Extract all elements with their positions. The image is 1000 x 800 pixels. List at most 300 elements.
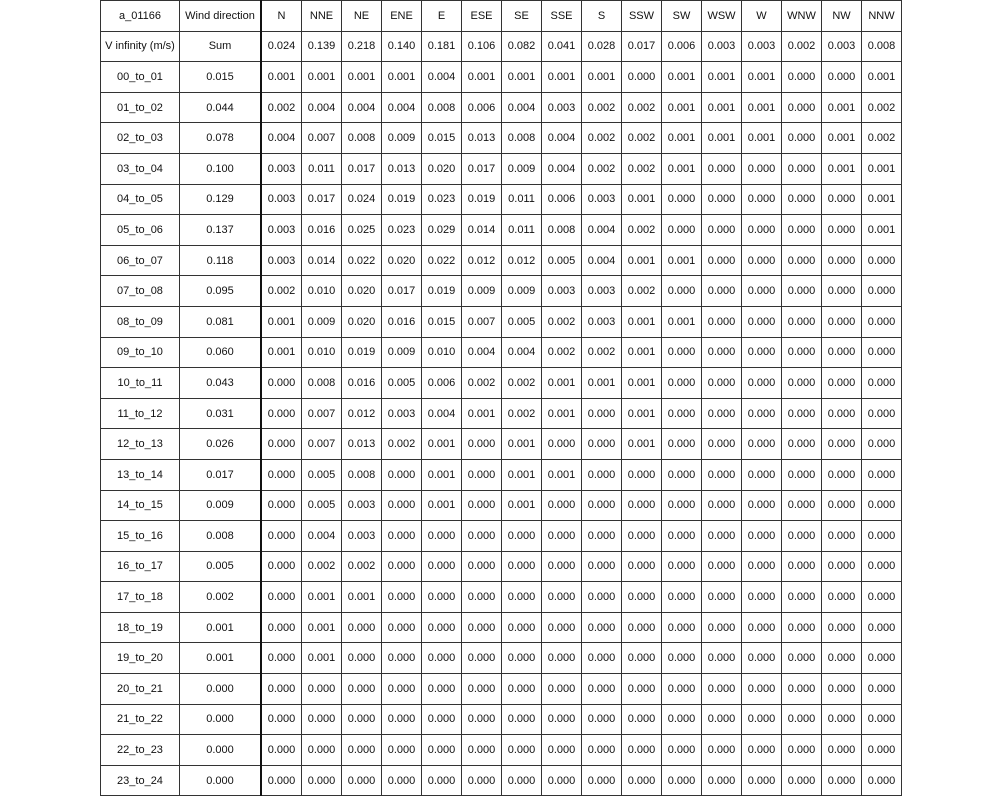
frequency-cell: 0.000 <box>862 674 902 705</box>
frequency-cell: 0.000 <box>582 551 622 582</box>
frequency-cell: 0.004 <box>302 521 342 552</box>
frequency-cell: 0.001 <box>622 245 662 276</box>
frequency-cell: 0.022 <box>342 245 382 276</box>
frequency-cell: 0.000 <box>782 62 822 93</box>
frequency-cell: 0.000 <box>261 521 302 552</box>
frequency-cell: 0.001 <box>702 123 742 154</box>
frequency-cell: 0.000 <box>822 337 862 368</box>
direction-header-e: E <box>422 1 462 32</box>
frequency-cell: 0.000 <box>261 612 302 643</box>
frequency-cell: 0.000 <box>422 674 462 705</box>
frequency-cell: 0.000 <box>702 765 742 796</box>
frequency-cell: 0.000 <box>822 582 862 613</box>
frequency-cell: 0.004 <box>502 337 542 368</box>
row-sum-value: 0.060 <box>180 337 262 368</box>
frequency-cell: 0.000 <box>342 643 382 674</box>
frequency-cell: 0.001 <box>302 582 342 613</box>
row-sum-value: 0.026 <box>180 429 262 460</box>
frequency-cell: 0.000 <box>822 674 862 705</box>
frequency-cell: 0.020 <box>382 245 422 276</box>
frequency-cell: 0.000 <box>742 765 782 796</box>
frequency-cell: 0.002 <box>462 368 502 399</box>
frequency-cell: 0.000 <box>302 735 342 766</box>
frequency-cell: 0.000 <box>782 551 822 582</box>
frequency-cell: 0.001 <box>822 153 862 184</box>
frequency-cell: 0.001 <box>542 459 582 490</box>
frequency-cell: 0.000 <box>502 582 542 613</box>
row-sum-value: 0.017 <box>180 459 262 490</box>
table-row <box>101 521 902 552</box>
frequency-cell: 0.000 <box>702 643 742 674</box>
row-sum-value: 0.000 <box>180 674 262 705</box>
frequency-cell: 0.000 <box>462 429 502 460</box>
frequency-cell: 0.003 <box>342 490 382 521</box>
direction-header-wnw: WNW <box>782 1 822 32</box>
frequency-cell: 0.000 <box>702 459 742 490</box>
frequency-cell: 0.000 <box>782 184 822 215</box>
frequency-cell: 0.000 <box>382 459 422 490</box>
table-row <box>101 123 902 154</box>
frequency-cell: 0.004 <box>302 92 342 123</box>
frequency-cell: 0.000 <box>302 704 342 735</box>
frequency-cell: 0.000 <box>662 582 702 613</box>
row-sum-value: 0.009 <box>180 490 262 521</box>
frequency-cell: 0.000 <box>502 612 542 643</box>
frequency-cell: 0.002 <box>502 368 542 399</box>
frequency-cell: 0.000 <box>662 765 702 796</box>
frequency-cell: 0.024 <box>342 184 382 215</box>
frequency-cell: 0.000 <box>462 643 502 674</box>
frequency-cell: 0.000 <box>822 612 862 643</box>
frequency-cell: 0.000 <box>662 490 702 521</box>
frequency-cell: 0.000 <box>702 521 742 552</box>
frequency-cell: 0.001 <box>822 92 862 123</box>
frequency-cell: 0.006 <box>422 368 462 399</box>
frequency-cell: 0.000 <box>261 643 302 674</box>
table-row <box>101 184 902 215</box>
frequency-cell: 0.000 <box>782 123 822 154</box>
frequency-cell: 0.004 <box>462 337 502 368</box>
sum-row-value: 0.028 <box>582 31 622 62</box>
frequency-cell: 0.001 <box>662 245 702 276</box>
table-row <box>101 612 902 643</box>
frequency-cell: 0.000 <box>662 704 702 735</box>
speed-bin-label: 14_to_15 <box>101 490 180 521</box>
frequency-cell: 0.000 <box>542 582 582 613</box>
frequency-cell: 0.000 <box>261 735 302 766</box>
table-row <box>101 92 902 123</box>
frequency-cell: 0.012 <box>462 245 502 276</box>
frequency-cell: 0.000 <box>742 612 782 643</box>
frequency-cell: 0.000 <box>742 521 782 552</box>
frequency-cell: 0.000 <box>342 704 382 735</box>
direction-header-nw: NW <box>822 1 862 32</box>
frequency-cell: 0.000 <box>582 459 622 490</box>
frequency-cell: 0.000 <box>462 735 502 766</box>
frequency-cell: 0.003 <box>382 398 422 429</box>
frequency-cell: 0.000 <box>261 459 302 490</box>
frequency-cell: 0.009 <box>382 123 422 154</box>
frequency-cell: 0.010 <box>422 337 462 368</box>
frequency-cell: 0.000 <box>502 735 542 766</box>
table-row <box>101 276 902 307</box>
frequency-cell: 0.000 <box>542 521 582 552</box>
frequency-cell: 0.000 <box>782 368 822 399</box>
frequency-cell: 0.020 <box>342 276 382 307</box>
frequency-cell: 0.000 <box>261 765 302 796</box>
frequency-cell: 0.006 <box>542 184 582 215</box>
row-sum-value: 0.137 <box>180 215 262 246</box>
frequency-cell: 0.013 <box>382 153 422 184</box>
frequency-cell: 0.000 <box>382 704 422 735</box>
table-row <box>101 306 902 337</box>
speed-bin-label: 08_to_09 <box>101 306 180 337</box>
frequency-cell: 0.000 <box>622 674 662 705</box>
direction-header-nne: NNE <box>302 1 342 32</box>
frequency-cell: 0.001 <box>622 306 662 337</box>
frequency-cell: 0.000 <box>382 765 422 796</box>
sum-row-value: 0.003 <box>742 31 782 62</box>
frequency-cell: 0.000 <box>782 306 822 337</box>
frequency-cell: 0.000 <box>662 429 702 460</box>
frequency-cell: 0.005 <box>302 490 342 521</box>
frequency-cell: 0.011 <box>502 215 542 246</box>
frequency-cell: 0.000 <box>261 551 302 582</box>
frequency-cell: 0.000 <box>261 368 302 399</box>
table-row <box>101 245 902 276</box>
frequency-cell: 0.001 <box>662 123 702 154</box>
frequency-cell: 0.001 <box>302 612 342 643</box>
speed-bin-label: 13_to_14 <box>101 459 180 490</box>
frequency-cell: 0.004 <box>542 153 582 184</box>
frequency-cell: 0.000 <box>622 62 662 93</box>
sum-row-value: 0.082 <box>502 31 542 62</box>
frequency-cell: 0.000 <box>822 521 862 552</box>
frequency-cell: 0.020 <box>422 153 462 184</box>
frequency-cell: 0.001 <box>742 62 782 93</box>
sum-row-value: 0.139 <box>302 31 342 62</box>
sum-row-value: 0.006 <box>662 31 702 62</box>
frequency-cell: 0.000 <box>542 490 582 521</box>
frequency-cell: 0.003 <box>582 276 622 307</box>
direction-header-ssw: SSW <box>622 1 662 32</box>
direction-header-ene: ENE <box>382 1 422 32</box>
frequency-cell: 0.000 <box>422 521 462 552</box>
frequency-cell: 0.017 <box>382 276 422 307</box>
frequency-cell: 0.000 <box>502 551 542 582</box>
frequency-cell: 0.001 <box>422 429 462 460</box>
frequency-cell: 0.000 <box>822 62 862 93</box>
frequency-cell: 0.000 <box>862 551 902 582</box>
frequency-cell: 0.003 <box>342 521 382 552</box>
sum-row-value: 0.106 <box>462 31 502 62</box>
frequency-cell: 0.008 <box>542 215 582 246</box>
frequency-cell: 0.000 <box>702 215 742 246</box>
frequency-cell: 0.000 <box>862 582 902 613</box>
sum-row-value: 0.017 <box>622 31 662 62</box>
frequency-cell: 0.000 <box>822 459 862 490</box>
frequency-cell: 0.000 <box>822 704 862 735</box>
direction-header-sse: SSE <box>542 1 582 32</box>
direction-header-w: W <box>742 1 782 32</box>
frequency-cell: 0.011 <box>302 153 342 184</box>
frequency-cell: 0.000 <box>822 429 862 460</box>
frequency-cell: 0.000 <box>862 429 902 460</box>
table-row <box>101 643 902 674</box>
frequency-cell: 0.001 <box>502 429 542 460</box>
frequency-cell: 0.000 <box>622 582 662 613</box>
table-row <box>101 674 902 705</box>
frequency-cell: 0.008 <box>422 92 462 123</box>
frequency-cell: 0.000 <box>702 429 742 460</box>
frequency-cell: 0.001 <box>822 123 862 154</box>
frequency-cell: 0.000 <box>662 735 702 766</box>
table-body <box>101 1 902 796</box>
frequency-cell: 0.000 <box>702 551 742 582</box>
speed-bin-label: 04_to_05 <box>101 184 180 215</box>
frequency-cell: 0.001 <box>702 92 742 123</box>
speed-bin-label: 21_to_22 <box>101 704 180 735</box>
frequency-cell: 0.025 <box>342 215 382 246</box>
frequency-cell: 0.000 <box>342 735 382 766</box>
frequency-cell: 0.000 <box>742 153 782 184</box>
frequency-cell: 0.000 <box>822 765 862 796</box>
frequency-cell: 0.013 <box>342 429 382 460</box>
frequency-cell: 0.017 <box>302 184 342 215</box>
frequency-cell: 0.009 <box>462 276 502 307</box>
frequency-cell: 0.000 <box>742 398 782 429</box>
frequency-cell: 0.000 <box>782 643 822 674</box>
frequency-cell: 0.000 <box>822 398 862 429</box>
frequency-cell: 0.001 <box>261 62 302 93</box>
sum-row-value: 0.140 <box>382 31 422 62</box>
table-row <box>101 765 902 796</box>
frequency-cell: 0.000 <box>542 612 582 643</box>
frequency-cell: 0.000 <box>742 337 782 368</box>
frequency-cell: 0.000 <box>382 490 422 521</box>
frequency-cell: 0.000 <box>702 582 742 613</box>
frequency-cell: 0.000 <box>782 612 822 643</box>
frequency-cell: 0.010 <box>302 337 342 368</box>
frequency-cell: 0.002 <box>382 429 422 460</box>
frequency-cell: 0.003 <box>582 306 622 337</box>
frequency-cell: 0.000 <box>822 368 862 399</box>
frequency-cell: 0.000 <box>782 674 822 705</box>
frequency-cell: 0.000 <box>662 398 702 429</box>
frequency-cell: 0.000 <box>582 582 622 613</box>
frequency-cell: 0.000 <box>542 765 582 796</box>
frequency-cell: 0.002 <box>622 276 662 307</box>
frequency-cell: 0.000 <box>822 490 862 521</box>
direction-header-nnw: NNW <box>862 1 902 32</box>
row-sum-value: 0.129 <box>180 184 262 215</box>
frequency-cell: 0.001 <box>702 62 742 93</box>
table-row <box>101 582 902 613</box>
frequency-cell: 0.000 <box>462 551 502 582</box>
frequency-cell: 0.000 <box>742 735 782 766</box>
frequency-cell: 0.000 <box>662 337 702 368</box>
row-sum-value: 0.044 <box>180 92 262 123</box>
frequency-cell: 0.000 <box>502 521 542 552</box>
sum-row-label: V infinity (m/s) <box>101 31 180 62</box>
frequency-cell: 0.000 <box>822 245 862 276</box>
frequency-cell: 0.000 <box>462 582 502 613</box>
frequency-cell: 0.019 <box>342 337 382 368</box>
frequency-cell: 0.000 <box>702 153 742 184</box>
frequency-cell: 0.002 <box>502 398 542 429</box>
frequency-cell: 0.023 <box>422 184 462 215</box>
speed-bin-label: 18_to_19 <box>101 612 180 643</box>
frequency-cell: 0.000 <box>662 276 702 307</box>
speed-bin-label: 20_to_21 <box>101 674 180 705</box>
frequency-cell: 0.000 <box>862 306 902 337</box>
frequency-cell: 0.000 <box>862 612 902 643</box>
frequency-cell: 0.000 <box>422 551 462 582</box>
frequency-cell: 0.009 <box>502 276 542 307</box>
frequency-cell: 0.000 <box>662 551 702 582</box>
frequency-cell: 0.000 <box>662 215 702 246</box>
frequency-cell: 0.000 <box>702 490 742 521</box>
frequency-cell: 0.001 <box>342 62 382 93</box>
frequency-cell: 0.015 <box>422 123 462 154</box>
frequency-cell: 0.000 <box>542 704 582 735</box>
frequency-cell: 0.000 <box>662 521 702 552</box>
frequency-cell: 0.000 <box>342 674 382 705</box>
frequency-cell: 0.002 <box>582 337 622 368</box>
frequency-cell: 0.000 <box>742 215 782 246</box>
frequency-cell: 0.002 <box>622 92 662 123</box>
frequency-cell: 0.007 <box>302 398 342 429</box>
frequency-cell: 0.009 <box>382 337 422 368</box>
frequency-cell: 0.000 <box>502 704 542 735</box>
table-row <box>101 429 902 460</box>
row-sum-value: 0.078 <box>180 123 262 154</box>
speed-bin-label: 02_to_03 <box>101 123 180 154</box>
frequency-cell: 0.000 <box>542 551 582 582</box>
frequency-cell: 0.019 <box>382 184 422 215</box>
frequency-cell: 0.001 <box>462 62 502 93</box>
frequency-cell: 0.012 <box>342 398 382 429</box>
frequency-cell: 0.000 <box>742 276 782 307</box>
frequency-cell: 0.001 <box>502 62 542 93</box>
frequency-cell: 0.005 <box>502 306 542 337</box>
table-row <box>101 62 902 93</box>
frequency-cell: 0.000 <box>702 368 742 399</box>
sum-row-value: 0.041 <box>542 31 582 62</box>
frequency-cell: 0.004 <box>582 215 622 246</box>
frequency-cell: 0.000 <box>782 398 822 429</box>
speed-bin-label: 09_to_10 <box>101 337 180 368</box>
frequency-cell: 0.000 <box>822 643 862 674</box>
frequency-cell: 0.000 <box>702 245 742 276</box>
frequency-cell: 0.014 <box>302 245 342 276</box>
frequency-cell: 0.000 <box>342 765 382 796</box>
frequency-cell: 0.001 <box>622 368 662 399</box>
frequency-cell: 0.000 <box>662 368 702 399</box>
frequency-cell: 0.000 <box>702 337 742 368</box>
frequency-cell: 0.000 <box>702 398 742 429</box>
row-sum-value: 0.000 <box>180 735 262 766</box>
frequency-cell: 0.004 <box>261 123 302 154</box>
frequency-cell: 0.008 <box>342 123 382 154</box>
frequency-cell: 0.000 <box>662 184 702 215</box>
frequency-cell: 0.000 <box>382 521 422 552</box>
frequency-cell: 0.000 <box>422 643 462 674</box>
frequency-cell: 0.010 <box>302 276 342 307</box>
frequency-cell: 0.001 <box>622 337 662 368</box>
frequency-cell: 0.003 <box>582 184 622 215</box>
direction-header-ese: ESE <box>462 1 502 32</box>
frequency-cell: 0.001 <box>542 398 582 429</box>
row-sum-value: 0.000 <box>180 765 262 796</box>
row-sum-value: 0.000 <box>180 704 262 735</box>
frequency-cell: 0.000 <box>582 521 622 552</box>
frequency-cell: 0.001 <box>662 92 702 123</box>
speed-bin-label: 10_to_11 <box>101 368 180 399</box>
speed-bin-label: 05_to_06 <box>101 215 180 246</box>
frequency-cell: 0.000 <box>662 612 702 643</box>
table-row <box>101 551 902 582</box>
frequency-cell: 0.000 <box>782 337 822 368</box>
frequency-cell: 0.000 <box>302 765 342 796</box>
frequency-cell: 0.001 <box>622 398 662 429</box>
frequency-cell: 0.023 <box>382 215 422 246</box>
frequency-cell: 0.001 <box>342 582 382 613</box>
frequency-cell: 0.001 <box>742 92 782 123</box>
row-sum-value: 0.001 <box>180 612 262 643</box>
frequency-cell: 0.008 <box>502 123 542 154</box>
frequency-cell: 0.000 <box>582 674 622 705</box>
frequency-cell: 0.000 <box>382 551 422 582</box>
frequency-cell: 0.000 <box>382 674 422 705</box>
frequency-cell: 0.000 <box>582 612 622 643</box>
frequency-cell: 0.000 <box>702 704 742 735</box>
frequency-cell: 0.001 <box>742 123 782 154</box>
row-sum-value: 0.100 <box>180 153 262 184</box>
frequency-cell: 0.016 <box>382 306 422 337</box>
frequency-cell: 0.001 <box>662 62 702 93</box>
frequency-cell: 0.006 <box>462 92 502 123</box>
row-sum-value: 0.081 <box>180 306 262 337</box>
frequency-cell: 0.000 <box>862 368 902 399</box>
speed-bin-label: 15_to_16 <box>101 521 180 552</box>
frequency-cell: 0.000 <box>742 490 782 521</box>
frequency-cell: 0.000 <box>622 551 662 582</box>
frequency-cell: 0.007 <box>302 429 342 460</box>
header-row <box>101 1 902 32</box>
frequency-cell: 0.016 <box>342 368 382 399</box>
frequency-cell: 0.000 <box>622 521 662 552</box>
frequency-cell: 0.000 <box>702 306 742 337</box>
sum-row-value: 0.003 <box>702 31 742 62</box>
frequency-cell: 0.000 <box>662 643 702 674</box>
sum-row-value: 0.002 <box>782 31 822 62</box>
frequency-cell: 0.000 <box>742 368 782 399</box>
frequency-cell: 0.000 <box>542 735 582 766</box>
frequency-cell: 0.002 <box>542 337 582 368</box>
frequency-cell: 0.000 <box>742 551 782 582</box>
frequency-cell: 0.000 <box>702 735 742 766</box>
table-row <box>101 337 902 368</box>
frequency-cell: 0.002 <box>582 153 622 184</box>
frequency-cell: 0.005 <box>382 368 422 399</box>
frequency-cell: 0.016 <box>302 215 342 246</box>
frequency-cell: 0.022 <box>422 245 462 276</box>
frequency-cell: 0.000 <box>622 459 662 490</box>
frequency-cell: 0.000 <box>822 735 862 766</box>
frequency-cell: 0.000 <box>422 765 462 796</box>
frequency-cell: 0.000 <box>862 398 902 429</box>
